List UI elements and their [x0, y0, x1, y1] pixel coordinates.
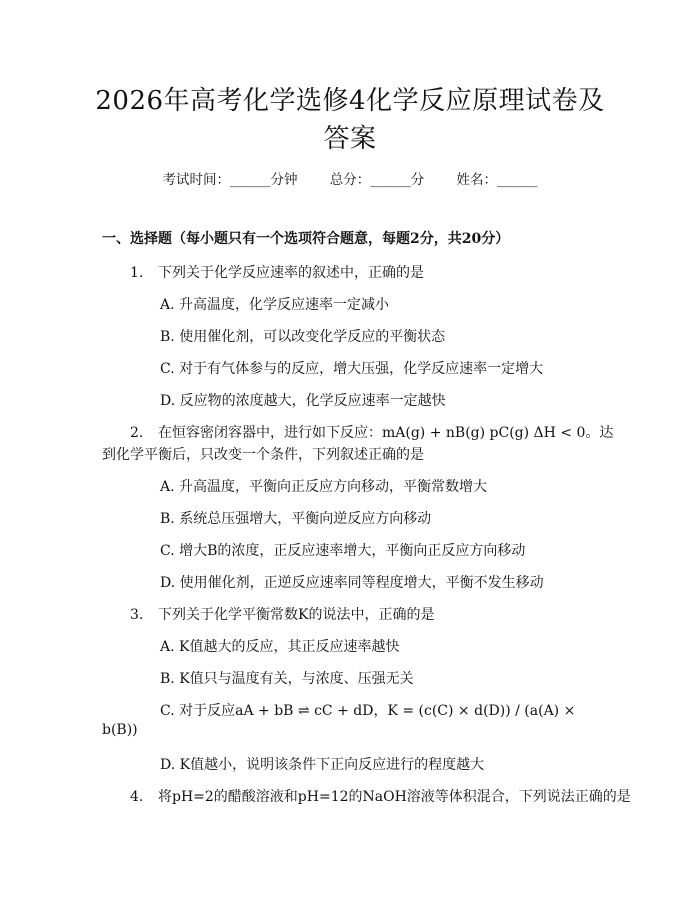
question-stem: 下列关于化学平衡常数K的说法中，正确的是 [158, 607, 435, 623]
option-a: A. 升高温度，化学反应速率一定减小 [160, 297, 390, 313]
option-d: D. 使用催化剂，正逆反应速率同等程度增大，平衡不发生移动 [160, 575, 544, 591]
option-d: D. K值越小，说明该条件下正向反应进行的程度越大 [160, 757, 485, 773]
option-b: B. 系统总压强增大，平衡向逆反应方向移动 [160, 511, 432, 527]
option-d: D. 反应物的浓度越大，化学反应速率一定越快 [160, 393, 446, 409]
question-number: 3. [130, 607, 144, 623]
question-stem: 下列关于化学反应速率的叙述中，正确的是 [158, 265, 424, 281]
option-a: A. 升高温度，平衡向正反应方向移动，平衡常数增大 [160, 479, 488, 495]
option-a: A. K值越大的反应，其正反应速率越快 [160, 639, 400, 655]
question-stem-continued: 到化学平衡后，只改变一个条件，下列叙述正确的是 [102, 447, 424, 463]
option-c: C. 增大B的浓度，正反应速率增大，平衡向正反应方向移动 [160, 543, 526, 559]
question-number: 2. [130, 425, 144, 441]
question-3 [130, 604, 434, 624]
question-stem: 在恒容密闭容器中，进行如下反应：mA(g) + nB(g) pC(g) ΔH < 0。达 [158, 425, 614, 441]
question-1 [130, 262, 424, 282]
exam-meta [0, 168, 700, 188]
question-stem: 将pH=2的醋酸溶液和pH=12的NaOH溶液等体积混合，下列说法正确的是 [158, 789, 631, 805]
section-title-choice: 一、选择题（每小题只有一个选项符合题意，每题2分，共20分） [102, 231, 510, 247]
question-number: 1. [130, 265, 144, 281]
option-b: B. 使用催化剂，可以改变化学反应的平衡状态 [160, 329, 446, 345]
student-name-label: 姓名：______ [456, 172, 538, 188]
question-2 [130, 422, 613, 442]
question-4 [130, 786, 631, 806]
option-c: C. 对于反应aA + bB ⇌ cC + dD，K = (c(C) × d(D)) / (a(A) × [160, 703, 576, 719]
exam-time-label: 考试时间：______分钟 [162, 172, 298, 188]
exam-title-line1: 2026年高考化学选修4化学反应原理试卷及 [95, 86, 605, 116]
exam-title-line2: 答案 [323, 124, 377, 154]
option-c: C. 对于有气体参与的反应，增大压强，化学反应速率一定增大 [160, 361, 544, 377]
option-b: B. K值只与温度有关，与浓度、压强无关 [160, 671, 414, 687]
exam-title [60, 82, 640, 158]
question-number: 4. [130, 789, 144, 805]
option-c-continued: b(B)) [102, 722, 138, 738]
total-score-label: 总分：______分 [329, 172, 425, 188]
